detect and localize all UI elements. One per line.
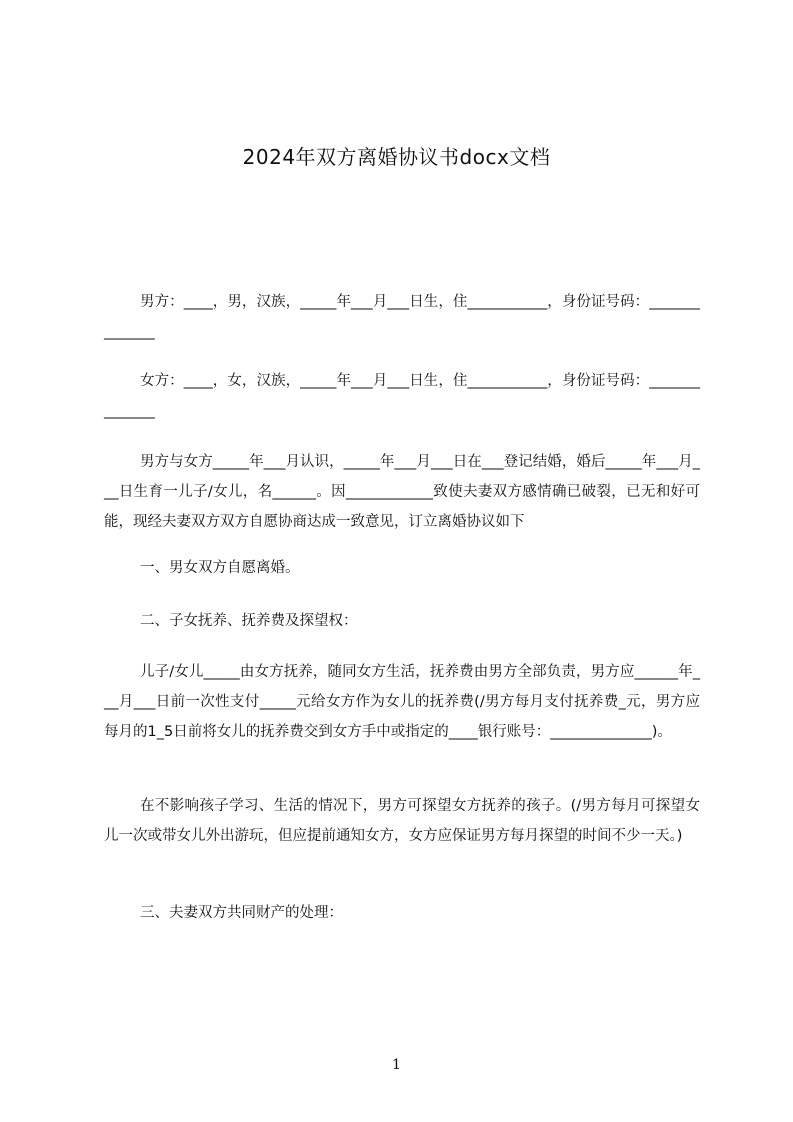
paragraph-marriage-background: 男方与女方_____年___月认识，_____年___月___日在___登记结婚，婚后_____年___月___日生育一儿子/女儿，名______。因____________致使夫妻双方感情确已破裂，已无和好可能，现经夫妻双方双方自愿协商达成一致意见，订立离婚协议如下 — [104, 454, 700, 530]
page-number: 1 — [392, 1057, 401, 1073]
paragraph-visitation: 在不影响孩子学习、生活的情况下，男方可探望女方抚养的孩子。(/男方每月可探望女儿一次或带女儿外出游玩，但应提前通知女方，女方应保证男方每月探望的时间不少一天。) — [104, 798, 700, 844]
paragraph-child-support: 儿子/女儿_____由女方抚养，随同女方生活，抚养费由男方全部负责，男方应______年___月___日前一次性支付_____元给女方作为女儿的抚养费(/男方每月支付抚养费_元，男方应每月的1_5日前将女儿的抚养费交到女方手中或指定的____银行账号：______________)。 — [104, 664, 700, 740]
paragraph-male-party: 男方：____，男，汉族，_____年___月___日生，住___________，身份证号码：______________ — [104, 294, 700, 340]
paragraph-female-party: 女方：____，女，汉族，_____年___月___日生，住___________，身份证号码：______________ — [104, 373, 700, 419]
section-heading-child-custody: 二、子女抚养、抚养费及探望权： — [140, 613, 358, 629]
section-heading-divorce: 一、男女双方自愿离婚。 — [140, 560, 300, 576]
document-title: 2024年双方离婚协议书docx文档 — [242, 145, 551, 169]
section-heading-property: 三、夫妻双方共同财产的处理： — [140, 905, 343, 921]
